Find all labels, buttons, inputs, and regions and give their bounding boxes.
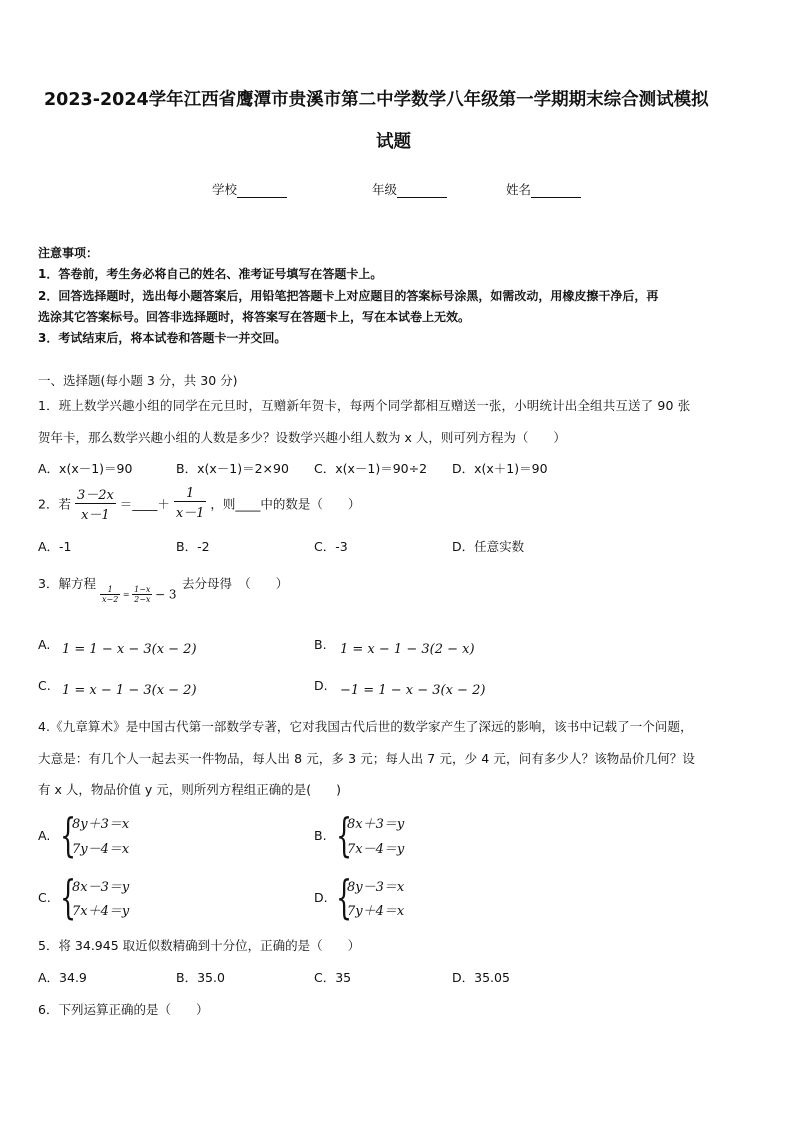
q3-prefix: 3．解方程 [38, 576, 96, 591]
q2-suffix: ，则____中的数是（ ） [210, 496, 361, 512]
name-field [506, 180, 581, 198]
q3-lhs-numerator: 1 [100, 585, 120, 595]
q4-line2: 大意是：有几个人一起去买一件物品，每人出 8 元，多 3 元；每人出 7 元，少 4 元，问有多少人？该物品价几何？设 [38, 751, 696, 766]
q3-equals: = [122, 590, 133, 599]
q2-equals: ＝ [119, 496, 133, 512]
q3-option-c: 1 = x − 1 − 3(x − 2) [62, 683, 197, 698]
note-item-2: 2．回答选择题时，选出每小题答案后，用铅笔把答题卡上对应题目的答案标号涂黑，如需改动，用橡皮擦干净后，再 [38, 289, 659, 303]
q5-option-c: C．35 [314, 970, 352, 985]
grade-label: 年级 [372, 182, 398, 197]
q4-a-eq2: 7y－4＝x [72, 842, 130, 857]
grade-field [372, 180, 447, 198]
q2-option-b: B．-2 [176, 539, 210, 554]
q4-d-eq2: 7y＋4＝x [347, 904, 405, 919]
school-field [212, 180, 287, 198]
q3-label-a: A. [38, 637, 51, 652]
name-blank [531, 183, 581, 198]
q5-stem: 5．将 34.945 取近似数精确到十分位，正确的是（ ） [38, 938, 361, 953]
exam-title-line2: 试题 [376, 132, 411, 152]
q2-blank: ____ [132, 496, 158, 511]
q5-option-b: B．35.0 [176, 970, 225, 985]
q3-lhs-fraction [100, 585, 120, 604]
q4-a-eq1: 8y＋3＝x [72, 817, 130, 832]
q2-fraction-1 [75, 484, 116, 523]
q4-b-eq1: 8x＋3＝y [347, 817, 405, 832]
q2-stem [38, 484, 360, 523]
q2-fraction-2 [174, 486, 207, 521]
q3-minus-three: − 3 [154, 587, 177, 602]
q2-prefix: 2．若 [38, 496, 71, 512]
q2-option-a: A．-1 [38, 539, 72, 554]
notes-heading: 注意事项： [38, 246, 99, 260]
q6-stem: 6．下列运算正确的是（ ） [38, 1002, 209, 1017]
q3-rhs-numerator: 1−x [134, 585, 151, 594]
q3-option-a: 1 = 1 − x − 3(x − 2) [62, 642, 197, 657]
q1-line1: 1．班上数学兴趣小组的同学在元旦时，互赠新年贺卡，每两个同学都相互赠送一张，小明统计出全组共互送了 90 张 [38, 398, 691, 413]
q4-label-a: A. [38, 828, 51, 843]
school-blank [237, 183, 287, 198]
q4-brace-a: { [60, 808, 77, 862]
q2-option-c: C．-3 [314, 539, 348, 554]
name-label: 姓名 [506, 182, 532, 197]
q3-label-b: B. [314, 637, 327, 652]
q1-option-b: B．x(x－1)＝2×90 [176, 461, 289, 476]
q4-d-eq1: 8y－3＝x [347, 880, 405, 895]
q1-option-a: A．x(x－1)＝90 [38, 461, 133, 476]
note-item-1: 1．答卷前，考生务必将自己的姓名、准考证号填写在答题卡上。 [38, 267, 383, 281]
note-item-3: 3．考试结束后，将本试卷和答题卡一并交回。 [38, 331, 287, 345]
q3-label-c: C. [38, 678, 51, 693]
q1-line2: 贺年卡，那么数学兴趣小组的人数是多少？设数学兴趣小组人数为 x 人，则可列方程为（ ） [38, 430, 566, 445]
q4-label-c: C. [38, 890, 51, 905]
q2-plus: ＋ [157, 496, 170, 512]
school-label: 学校 [212, 182, 238, 197]
q4-brace-b: { [336, 808, 353, 862]
q3-rhs-fraction [132, 585, 152, 604]
q3-label-d: D. [314, 678, 328, 693]
q3-rhs-denominator: 2−x [134, 595, 151, 604]
grade-blank [397, 183, 447, 198]
q4-label-d: D. [314, 890, 328, 905]
q1-option-d: D．x(x＋1)＝90 [452, 461, 548, 476]
q3-suffix: 去分母得 （ ） [182, 576, 289, 591]
note-item-2-cont: 选涂其它答案标号。回答非选择题时，将答案写在答题卡上，写在本试卷上无效。 [38, 310, 471, 324]
q3-option-d: −1 = 1 − x − 3(x − 2) [340, 683, 486, 698]
q4-label-b: B. [314, 828, 327, 843]
q5-option-d: D．35.05 [452, 970, 510, 985]
section-heading: 一、选择题(每小题 3 分，共 30 分) [38, 373, 238, 388]
q4-line1: 4.《九章算术》是中国古代第一部数学专著，它对我国古代后世的数学家产生了深远的影响，该书中记载了一个问题， [38, 719, 693, 734]
q4-c-eq2: 7x＋4＝y [72, 904, 130, 919]
q2-frac1-denominator: x－1 [81, 508, 110, 523]
q2-frac1-numerator: 3－2x [75, 484, 116, 504]
q3-option-b: 1 = x − 1 − 3(2 − x) [340, 642, 475, 657]
q3-lhs-denominator: x−2 [102, 595, 119, 604]
q4-line3: 有 x 人，物品价值 y 元，则所列方程组正确的是( ) [38, 782, 341, 797]
q2-frac2-denominator: x－1 [175, 506, 205, 521]
q4-b-eq2: 7x－4＝y [347, 842, 405, 857]
q2-frac2-numerator: 1 [174, 486, 207, 502]
q4-c-eq1: 8x－3＝y [72, 880, 130, 895]
q4-brace-c: { [60, 870, 77, 924]
q3-equation [100, 585, 176, 604]
q4-brace-d: { [336, 870, 353, 924]
q2-option-d: D．任意实数 [452, 539, 525, 554]
exam-title-line1: 2023-2024学年江西省鹰潭市贵溪市第二中学数学八年级第一学期期末综合测试模拟 [44, 90, 709, 110]
q1-option-c: C．x(x－1)＝90÷2 [314, 461, 428, 476]
q5-option-a: A．34.9 [38, 970, 87, 985]
